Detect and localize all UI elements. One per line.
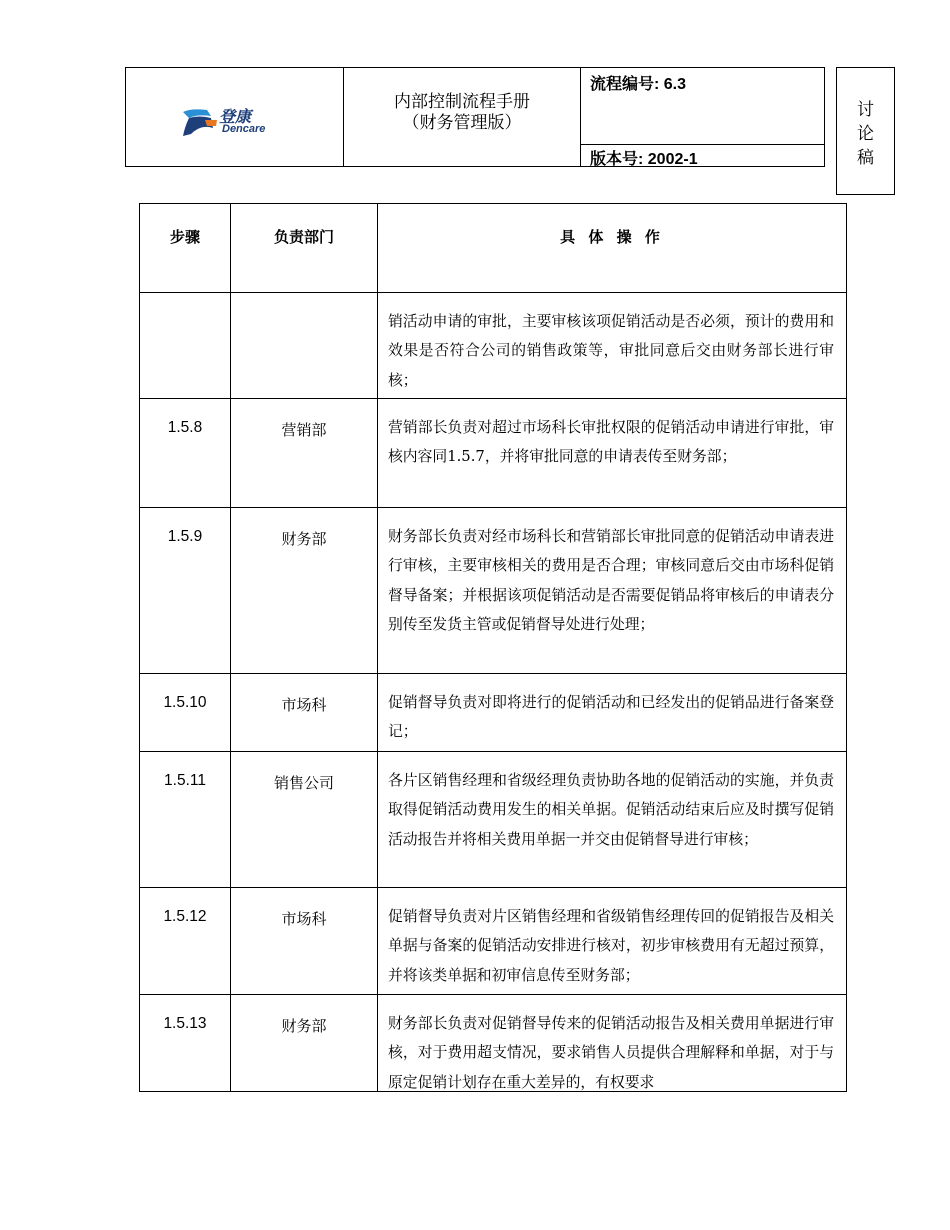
operation-cell: 财务部长负责对经市场科长和营销部长审批同意的促销活动申请表进行审核，主要审核相关的费用是否合理；审核同意后交由市场科促销督导备案；并根据该项促销活动是否需要促销品将审核后的申请表分别传至发货主管或促销督导处进行处理； bbox=[378, 508, 847, 674]
dept-cell: 营销部 bbox=[231, 399, 378, 508]
manual-title: 内部控制流程手册 bbox=[394, 92, 530, 112]
draft-char: 讨 bbox=[857, 100, 874, 120]
draft-char: 稿 bbox=[857, 148, 874, 168]
operation-cell: 销活动申请的审批，主要审核该项促销活动是否必须，预计的费用和效果是否符合公司的销售政策等，审批同意后交由财务部长进行审核； bbox=[378, 293, 847, 399]
header-operation: 具 体 操 作 bbox=[378, 204, 847, 293]
version-number-cell bbox=[581, 145, 825, 166]
operation-cell: 营销部长负责对超过市场科长审批权限的促销活动申请进行审批，审核内容同1.5.7，并将审批同意的申请表传至财务部； bbox=[378, 399, 847, 508]
table-row bbox=[140, 293, 847, 399]
dept-cell: 财务部 bbox=[231, 995, 378, 1092]
table-row bbox=[140, 399, 847, 508]
company-logo bbox=[181, 106, 281, 138]
dept-cell: 市场科 bbox=[231, 888, 378, 995]
dept-cell: 销售公司 bbox=[231, 752, 378, 888]
process-number: 流程编号: 6.3 bbox=[590, 76, 687, 93]
step-cell bbox=[140, 293, 231, 399]
step-cell: 1.5.10 bbox=[140, 674, 231, 752]
manual-title-cell bbox=[344, 68, 581, 166]
step-cell: 1.5.13 bbox=[140, 995, 231, 1092]
operation-cell: 各片区销售经理和省级经理负责协助各地的促销活动的实施，并负责取得促销活动费用发生的相关单据。促销活动结束后应及时撰写促销活动报告并将相关费用单据一并交由促销督导进行审核； bbox=[378, 752, 847, 888]
operation-cell: 财务部长负责对促销督导传来的促销活动报告及相关费用单据进行审核，对于费用超支情况，要求销售人员提供合理解释和单据，对于与原定促销计划存在重大差异的，有权要求 bbox=[378, 995, 847, 1092]
logo-brand-cn: 登康 bbox=[219, 107, 252, 126]
process-number-cell bbox=[581, 68, 825, 145]
step-cell: 1.5.8 bbox=[140, 399, 231, 508]
step-cell: 1.5.12 bbox=[140, 888, 231, 995]
table-row bbox=[140, 995, 847, 1092]
manual-subtitle: （财务管理版） bbox=[402, 113, 522, 133]
step-cell: 1.5.9 bbox=[140, 508, 231, 674]
dept-cell bbox=[231, 293, 378, 399]
operation-cell: 促销督导负责对即将进行的促销活动和已经发出的促销品进行备案登记； bbox=[378, 674, 847, 752]
step-cell: 1.5.11 bbox=[140, 752, 231, 888]
operation-cell: 促销督导负责对片区销售经理和省级销售经理传回的促销报告及相关单据与备案的促销活动安排进行核对，初步审核费用有无超过预算，并将该类单据和初审信息传至财务部； bbox=[378, 888, 847, 995]
logo-brand-en: Dencare bbox=[222, 123, 266, 135]
header-dept: 负责部门 bbox=[231, 204, 378, 293]
table-row bbox=[140, 508, 847, 674]
logo-cell bbox=[126, 68, 344, 166]
draft-char: 论 bbox=[857, 124, 874, 144]
table-row bbox=[140, 752, 847, 888]
document-header bbox=[125, 67, 825, 167]
table-header-row bbox=[140, 204, 847, 293]
version-number: 版本号: 2002-1 bbox=[590, 151, 698, 168]
dept-cell: 财务部 bbox=[231, 508, 378, 674]
dept-cell: 市场科 bbox=[231, 674, 378, 752]
header-step: 步骤 bbox=[140, 204, 231, 293]
draft-stamp bbox=[836, 67, 895, 195]
table-row bbox=[140, 888, 847, 995]
dencare-logo-icon bbox=[181, 106, 219, 138]
procedure-table bbox=[139, 203, 847, 1092]
table-row bbox=[140, 674, 847, 752]
